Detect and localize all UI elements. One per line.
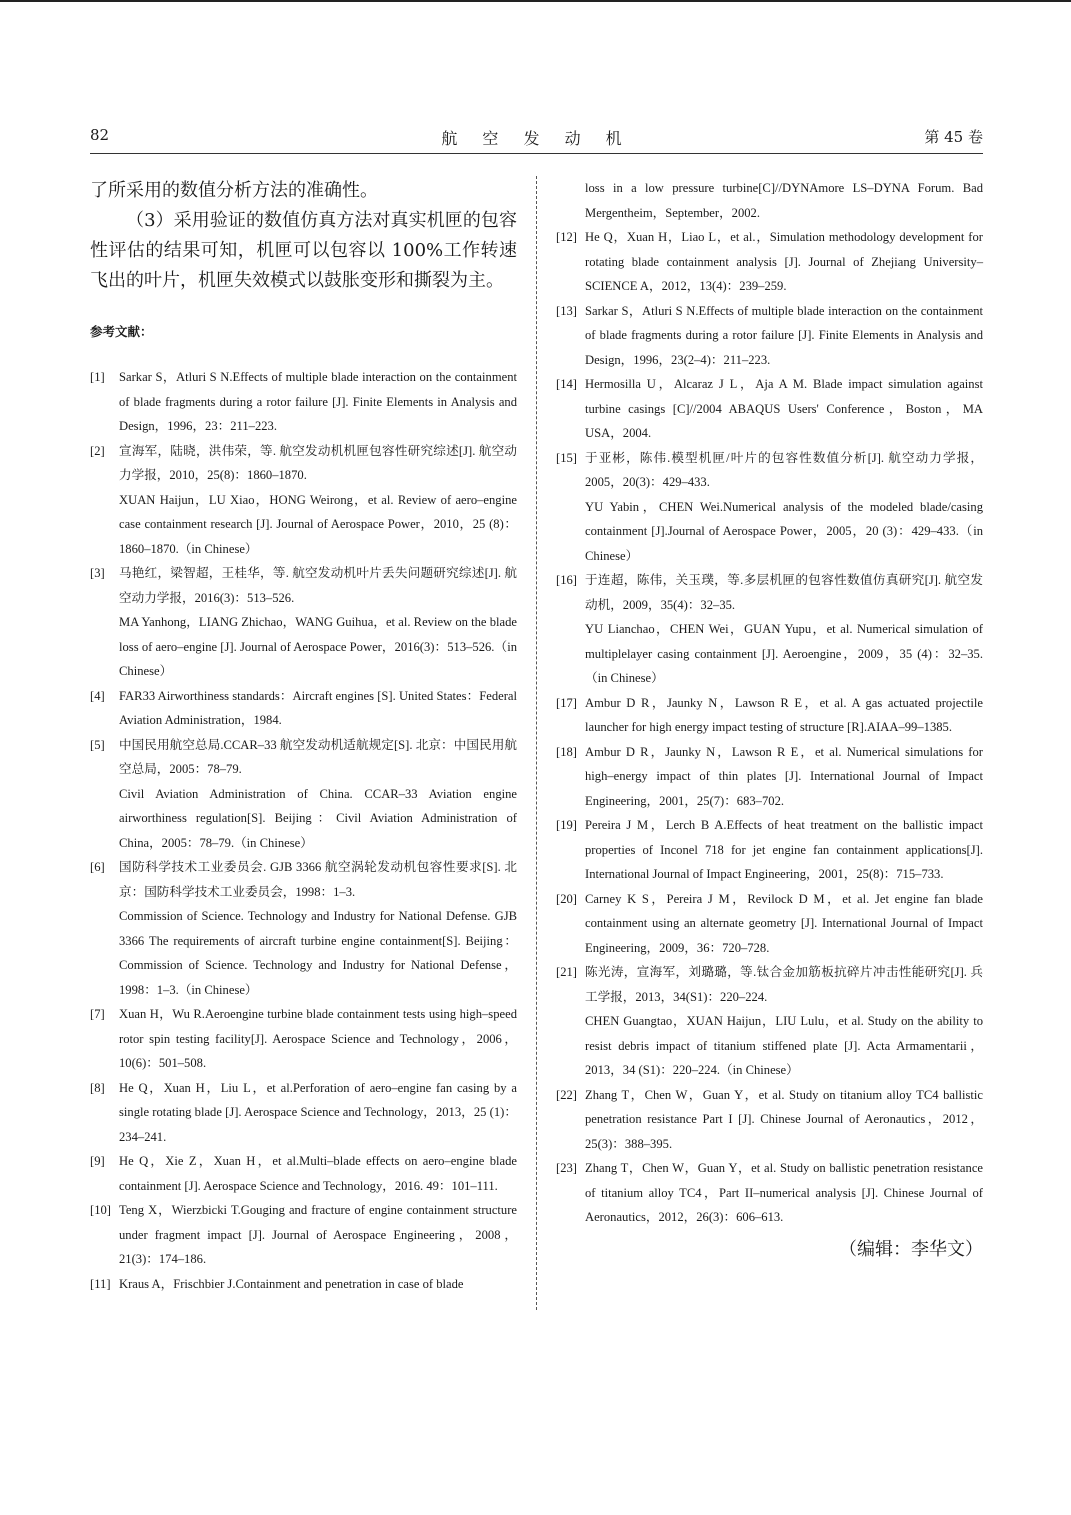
references-list-left xyxy=(90,365,517,1296)
reference-item xyxy=(556,813,983,887)
reference-text: 宣海军，陆晓，洪伟荣，等. 航空发动机机匣包容性研究综述[J]. 航空动力学报，2010，25(8)：1860–1870. xyxy=(119,443,517,482)
reference-item xyxy=(556,225,983,299)
reference-number: [8] xyxy=(90,1080,105,1095)
top-border-rule xyxy=(0,0,1071,2)
reference-english-text: YU Lianchao，CHEN Wei，GUAN Yupu，et al. Numerical simulation of multiplelayer casing containment [J]. Aeroengine，2009，35 (4)：32–35.（in Chinese） xyxy=(585,622,983,685)
reference-number: [3] xyxy=(90,566,105,580)
reference-text: Pereira J M，Lerch B A.Effects of heat treatment on the ballistic impact properties of Inconel 718 for jet engine fan containment applications[J]. International Journal of Impact Engineering，2001，25(8)：715–733. xyxy=(585,818,983,881)
references-heading: 参考文献： xyxy=(90,324,153,339)
reference-text: He Q，Xuan H，Liu L，et al.Perforation of aero–engine fan casing by a single rotating blade [J]. Aerospace Science and Technology，2013，25 (1)：234–241. xyxy=(119,1080,517,1144)
reference-item xyxy=(556,372,983,446)
reference-item xyxy=(90,365,517,439)
reference-text: loss in a low pressure turbine[C]//DYNAmore LS–DYNA Forum. Bad Mergentheim，September，2002. xyxy=(585,181,983,220)
editor-credit: （编辑：李华文） xyxy=(839,1238,983,1260)
reference-number: [11] xyxy=(90,1276,111,1291)
reference-text: 中国民用航空总局.CCAR–33 航空发动机适航规定[S]. 北京：中国民用航空总局，2005：78–79. xyxy=(119,737,517,776)
reference-number: [20] xyxy=(556,891,577,906)
reference-item xyxy=(556,691,983,740)
reference-item xyxy=(556,446,983,569)
reference-item xyxy=(556,299,983,373)
right-column xyxy=(556,176,983,1261)
reference-number: [21] xyxy=(556,965,577,979)
reference-text: Xuan H，Wu R.Aeroengine turbine blade containment tests using high–speed rotor spin testing facility[J]. Aerospace Science and Technology，2006，10(6)：501–508. xyxy=(119,1007,517,1070)
reference-item xyxy=(556,1156,983,1230)
reference-item xyxy=(556,740,983,814)
reference-number: [18] xyxy=(556,744,577,759)
reference-item xyxy=(90,684,517,733)
page-header xyxy=(90,126,983,152)
reference-item xyxy=(90,561,517,684)
reference-english-text: MA Yanhong，LIANG Zhichao，WANG Guihua，et al. Review on the blade loss of aero–engine [J]. Journal of Aerospace Power，2016(3)：513–526.（in Chinese） xyxy=(119,615,517,678)
reference-english-text: XUAN Haijun，LU Xiao，HONG Weirong，et al. Review of aero–engine case containment research [J]. Journal of Aerospace Power，2010，25 (8)：1860–1870.（in Chinese） xyxy=(119,492,517,556)
reference-english-text: CHEN Guangtao，XUAN Haijun，LIU Lulu，et al. Study on the ability to resist debris impact of titanium stiffened plate [J]. Acta Armamentarii，2013，34 (S1)：220–224.（in Chinese） xyxy=(585,1014,983,1077)
body-paragraph-2: （3）采用验证的数值仿真方法对真实机匣的包容性评估的结果可知，机匣可以包容以 100%工作转速飞出的叶片，机匣失效模式以鼓胀变形和撕裂为主。 xyxy=(90,210,517,291)
reference-number: [22] xyxy=(556,1087,577,1102)
reference-item xyxy=(90,733,517,856)
reference-english-text: YU Yabin，CHEN Wei.Numerical analysis of the modeled blade/casing containment [J].Journal of Aerospace Power，2005，20 (3)：429–433.（in Chinese） xyxy=(585,499,983,563)
reference-text: Hermosilla U，Alcaraz J L，Aja A M. Blade impact simulation against turbine casings [C]//2004 ABAQUS Users' Conference，Boston，MA USA，2004. xyxy=(585,377,983,440)
reference-text: Sarkar S，Atluri S N.Effects of multiple blade interaction on the containment of blade fragments during a rotor failure [J]. Finite Elements in Analysis and Design，1996，23：211–223. xyxy=(119,370,517,433)
reference-number: [19] xyxy=(556,818,577,832)
reference-number: [23] xyxy=(556,1161,577,1175)
reference-item xyxy=(90,1002,517,1076)
reference-number: [14] xyxy=(556,377,577,391)
reference-number: [10] xyxy=(90,1203,111,1217)
reference-item xyxy=(90,1272,517,1297)
reference-text: 国防科学技术工业委员会. GJB 3366 航空涡轮发动机包容性要求[S]. 北京：国防科学技术工业委员会，1998：1–3. xyxy=(119,860,517,899)
reference-text: 陈光涛，宣海军，刘璐璐，等.钛合金加筋板抗碎片冲击性能研究[J]. 兵工学报，2013，34(S1)：220–224. xyxy=(585,965,983,1004)
left-column xyxy=(90,176,517,1296)
reference-text: Ambur D R，Jaunky N，Lawson R E，et al. Numerical simulations for high–energy impact of thin plates [J]. International Journal of Impact Engineering，2001，25(7)：683–702. xyxy=(585,744,983,808)
reference-text: 马艳红，梁智超，王桂华，等. 航空发动机叶片丢失问题研究综述[J]. 航空动力学报，2016(3)：513–526. xyxy=(119,566,517,605)
reference-number: [7] xyxy=(90,1007,105,1021)
reference-text: 于亚彬，陈伟.模型机匣/叶片的包容性数值分析[J]. 航空动力学报，2005，20(3)：429–433. xyxy=(585,450,983,489)
reference-text: FAR33 Airworthiness standards：Aircraft engines [S]. United States：Federal Aviation Administration，1984. xyxy=(119,688,517,727)
header-rule xyxy=(90,153,983,154)
reference-item xyxy=(556,176,983,225)
reference-text: Kraus A，Frischbier J.Containment and penetration in case of blade xyxy=(119,1276,464,1291)
page-number: 82 xyxy=(90,126,110,144)
reference-number: [1] xyxy=(90,370,105,384)
body-paragraph-1: 了所采用的数值分析方法的准确性。 xyxy=(90,180,378,201)
reference-english-text: Commission of Science. Technology and Industry for National Defense. GJB 3366 The requirements of aircraft turbine engine containment[S]. Beijing：Commission of Science. Technology and Industry for National Defense，1998：1–3.（in Chinese） xyxy=(119,909,517,997)
reference-number: [9] xyxy=(90,1154,105,1168)
reference-text: Teng X，Wierzbicki T.Gouging and fracture of engine containment structure under fragment impact [J]. Journal of Aerospace Engineering，2008，21(3)：174–186. xyxy=(119,1203,517,1266)
reference-text: Zhang T，Chen W，Guan Y，et al. Study on ballistic penetration resistance of titanium alloy TC4，Part II–numerical analysis [J]. Chinese Journal of Aeronautics，2012，26(3)：606–613. xyxy=(585,1161,983,1224)
reference-item xyxy=(90,439,517,562)
reference-item xyxy=(556,1083,983,1157)
reference-item xyxy=(90,1076,517,1150)
reference-english-text: Civil Aviation Administration of China. CCAR–33 Aviation engine airworthiness regulation[S]. Beijing：Civil Aviation Administration of China，2005：78–79.（in Chinese） xyxy=(119,786,517,850)
reference-text: Carney K S，Pereira J M，Revilock D M，et al. Jet engine fan blade containment using an alternate geometry [J]. International Journal of Impact Engineering，2009，36：720–728. xyxy=(585,891,983,955)
reference-number: [4] xyxy=(90,688,105,703)
reference-number: [5] xyxy=(90,737,105,752)
reference-text: Zhang T，Chen W，Guan Y，et al. Study on titanium alloy TC4 ballistic penetration resistance Part I [J]. Chinese Journal of Aeronautics，2012，25(3)：388–395. xyxy=(585,1087,983,1151)
reference-text: He Q，Xuan H，Liao L，et al.，Simulation methodology development for rotating blade containment analysis [J]. Journal of Zhejiang University–SCIENCE A，2012，13(4)：239–259. xyxy=(585,230,983,293)
reference-number: [6] xyxy=(90,860,105,874)
reference-text: 于连超，陈伟，关玉璞，等.多层机匣的包容性数值仿真研究[J]. 航空发动机，2009，35(4)：32–35. xyxy=(585,573,983,612)
reference-item xyxy=(90,1198,517,1272)
references-list-right xyxy=(556,176,983,1230)
reference-number: [17] xyxy=(556,695,577,710)
reference-number: [13] xyxy=(556,303,577,318)
reference-number: [16] xyxy=(556,573,577,587)
reference-item xyxy=(556,960,983,1083)
reference-text: Ambur D R，Jaunky N，Lawson R E，et al. A gas actuated projectile launcher for high energy impact testing of structure [R].AIAA–99–1385. xyxy=(585,695,983,734)
reference-item xyxy=(556,887,983,961)
journal-title: 航 空 发 动 机 xyxy=(441,129,632,148)
reference-item xyxy=(90,1149,517,1198)
reference-number: [12] xyxy=(556,230,577,244)
reference-number: [2] xyxy=(90,443,105,458)
column-divider xyxy=(536,176,537,1310)
reference-text: He Q，Xie Z，Xuan H，et al.Multi–blade effects on aero–engine blade containment [J]. Aerospace Science and Technology，2016. 49：101–111. xyxy=(119,1154,517,1193)
reference-item xyxy=(90,855,517,1002)
reference-text: Sarkar S，Atluri S N.Effects of multiple blade interaction on the containment of blade fragments during a rotor failure [J]. Finite Elements in Analysis and Design，1996，23(2–4)：211–223. xyxy=(585,303,983,367)
reference-number: [15] xyxy=(556,450,577,465)
volume-label: 第 45 卷 xyxy=(924,128,983,146)
reference-item xyxy=(556,568,983,691)
